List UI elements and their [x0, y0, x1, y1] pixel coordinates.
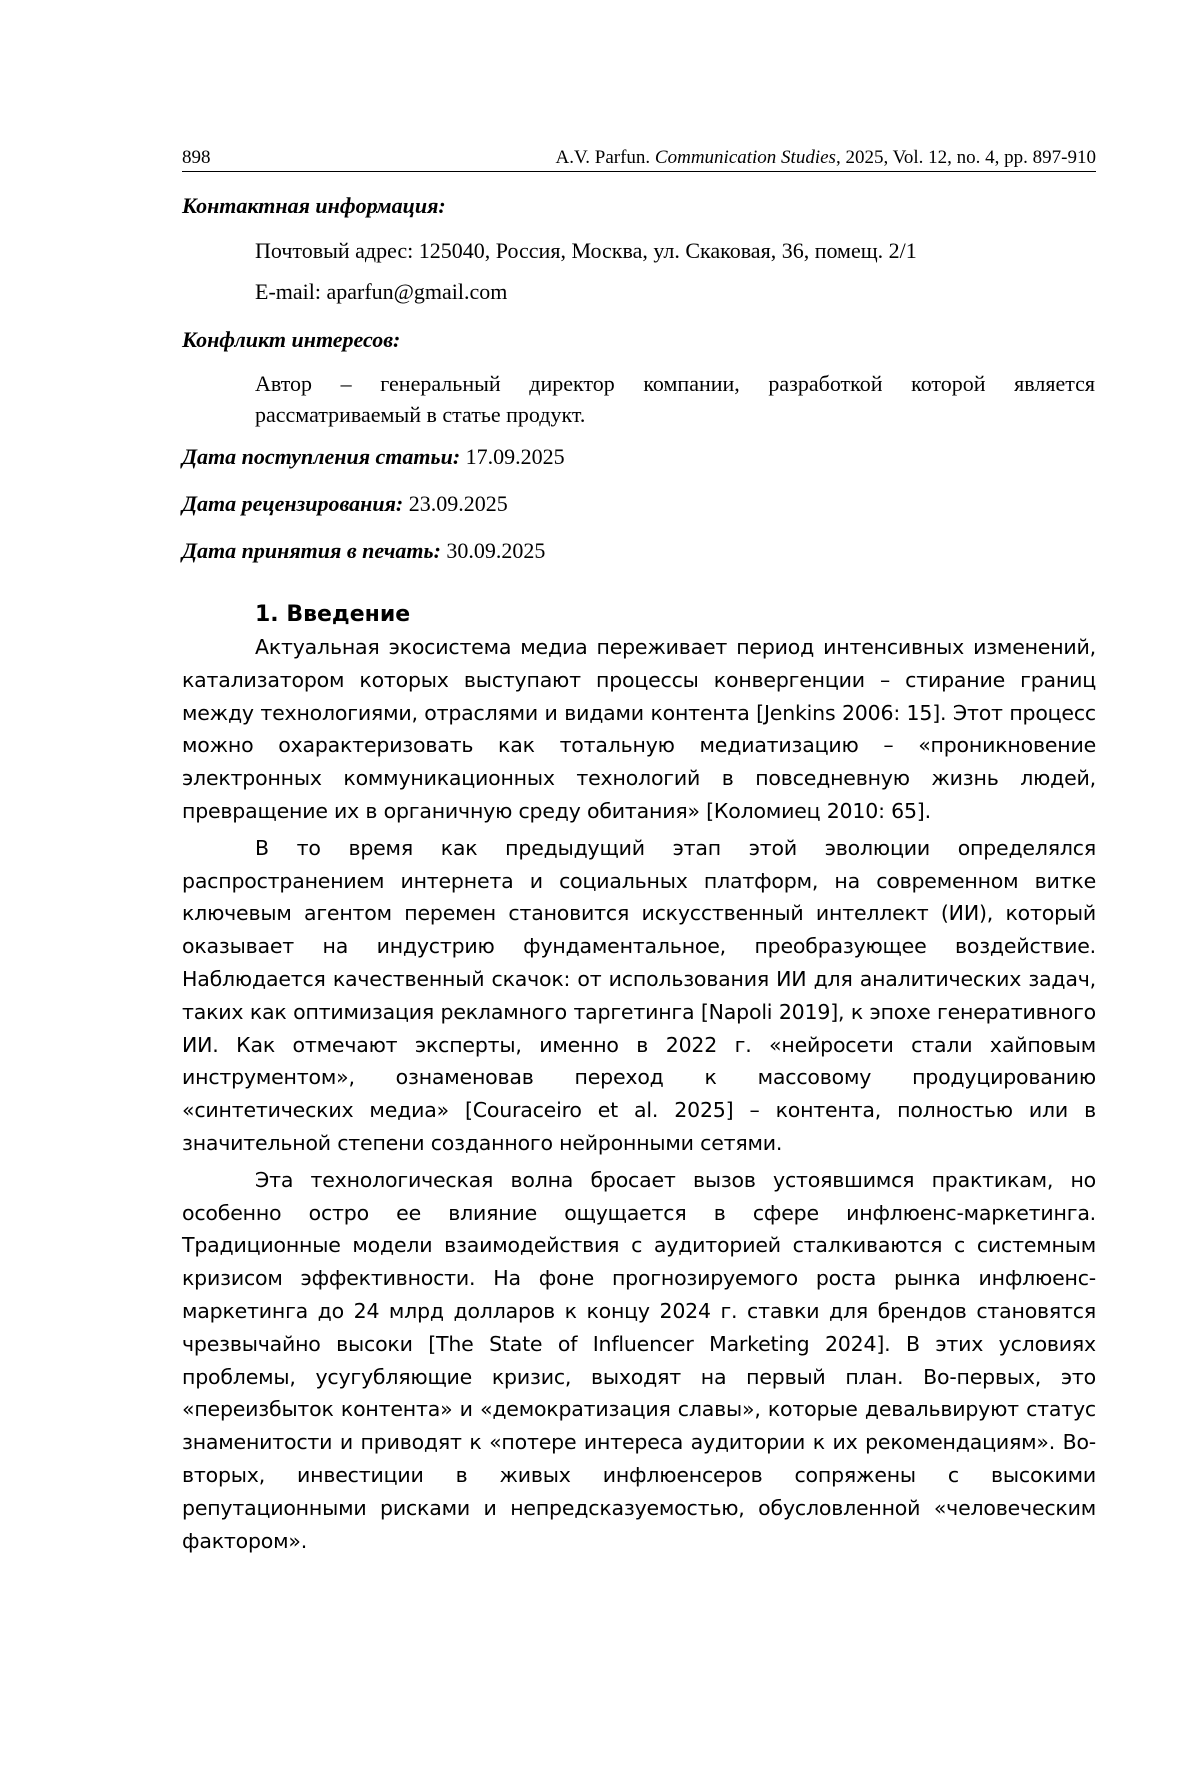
paragraph-1: Актуальная экосистема медиа переживает период интенсивных изменений, катализатором которых выступают процессы конвергенции – стирание границ между технологиями, отраслями и видами контента [Jenkins 2006: 15]. Этот процесс можно охарактеризовать как тотальную медиатизацию – «проникновение электронных коммуникационных технологий в повседневную жизнь людей, превращение их в органичную среду обитания» [Коломиец 2010: 65]. [182, 635, 1096, 823]
reviewed-date-label: Дата рецензирования: [182, 491, 404, 516]
accepted-date-label: Дата принятия в печать: [182, 538, 441, 563]
running-author: A.V. Parfun. [555, 147, 655, 168]
conflict-text: Автор – генеральный директор компании, разработкой которой является рассматриваемый в статье продукт. [255, 371, 1095, 427]
page-number: 898 [182, 147, 211, 168]
received-date-label: Дата поступления статьи: [182, 444, 461, 469]
accepted-date-value: 30.09.2025 [440, 538, 546, 563]
introduction-section [182, 598, 1096, 1561]
running-journal: Communication Studies [654, 147, 836, 168]
running-header [182, 147, 1096, 172]
postal-address: Почтовый адрес: 125040, Россия, Москва, ул. Скаковая, 36, помещ. 2/1 [255, 238, 917, 263]
received-date [182, 444, 565, 470]
accepted-date [182, 538, 545, 564]
running-volume: , 2025, Vol. 12, no. 4, pp. 897-910 [835, 147, 1096, 168]
reviewed-date-value: 23.09.2025 [403, 491, 508, 516]
conflict-label: Конфликт интересов: [182, 327, 401, 352]
received-date-value: 17.09.2025 [460, 444, 565, 469]
section-heading: 1. Введение [255, 602, 411, 627]
contact-label: Контактная информация: [182, 193, 446, 218]
paragraph-2: В то время как предыдущий этап этой эволюции определялся распространением интернета и социальных платформ, на современном витке ключевым агентом перемен становится искусственный интеллект (ИИ), который оказывает на индустрию фундаментальное, преобразующее воздействие. Наблюдается качественный скачок: от использования ИИ для аналитических задач, таких как оптимизация рекламного таргетинга [Napoli 2019], к эпохе генеративного ИИ. Как отмечают эксперты, именно в 2022 г. «нейросети стали хайповым инструментом», ознаменовав переход к массовому продуцированию «синтетических медиа» [Couraceiro et al. 2025] – контента, полностью или в значительной степени созданного нейронными сетями. [182, 835, 1096, 1155]
reviewed-date [182, 491, 508, 517]
email-address: E-mail: aparfun@gmail.com [255, 279, 508, 304]
paragraph-3: Эта технологическая волна бросает вызов устоявшимся практикам, но особенно остро ее влияние ощущается в сфере инфлюенс-маркетинга. Традиционные модели взаимодействия с аудиторией сталкиваются с системным кризисом эффективности. На фоне прогнозируемого роста рынка инфлюенс-маркетинга до 24 млрд долларов к концу 2024 г. ставки для брендов становятся чрезвычайно высоки [The State of Influencer Marketing 2024]. В этих условиях проблемы, усугубляющие кризис, выходят на первый план. Во-первых, это «переизбыток контента» и «демократизация славы», которые девальвируют статус знаменитости и приводят к «потере интереса аудитории к их рекомендациям». Во-вторых, инвестиции в живых инфлюенсеров сопряжены с высокими репутационными рисками и непредсказуемостью, обусловленной «человеческим фактором». [182, 1167, 1096, 1553]
running-title [556, 147, 1096, 169]
